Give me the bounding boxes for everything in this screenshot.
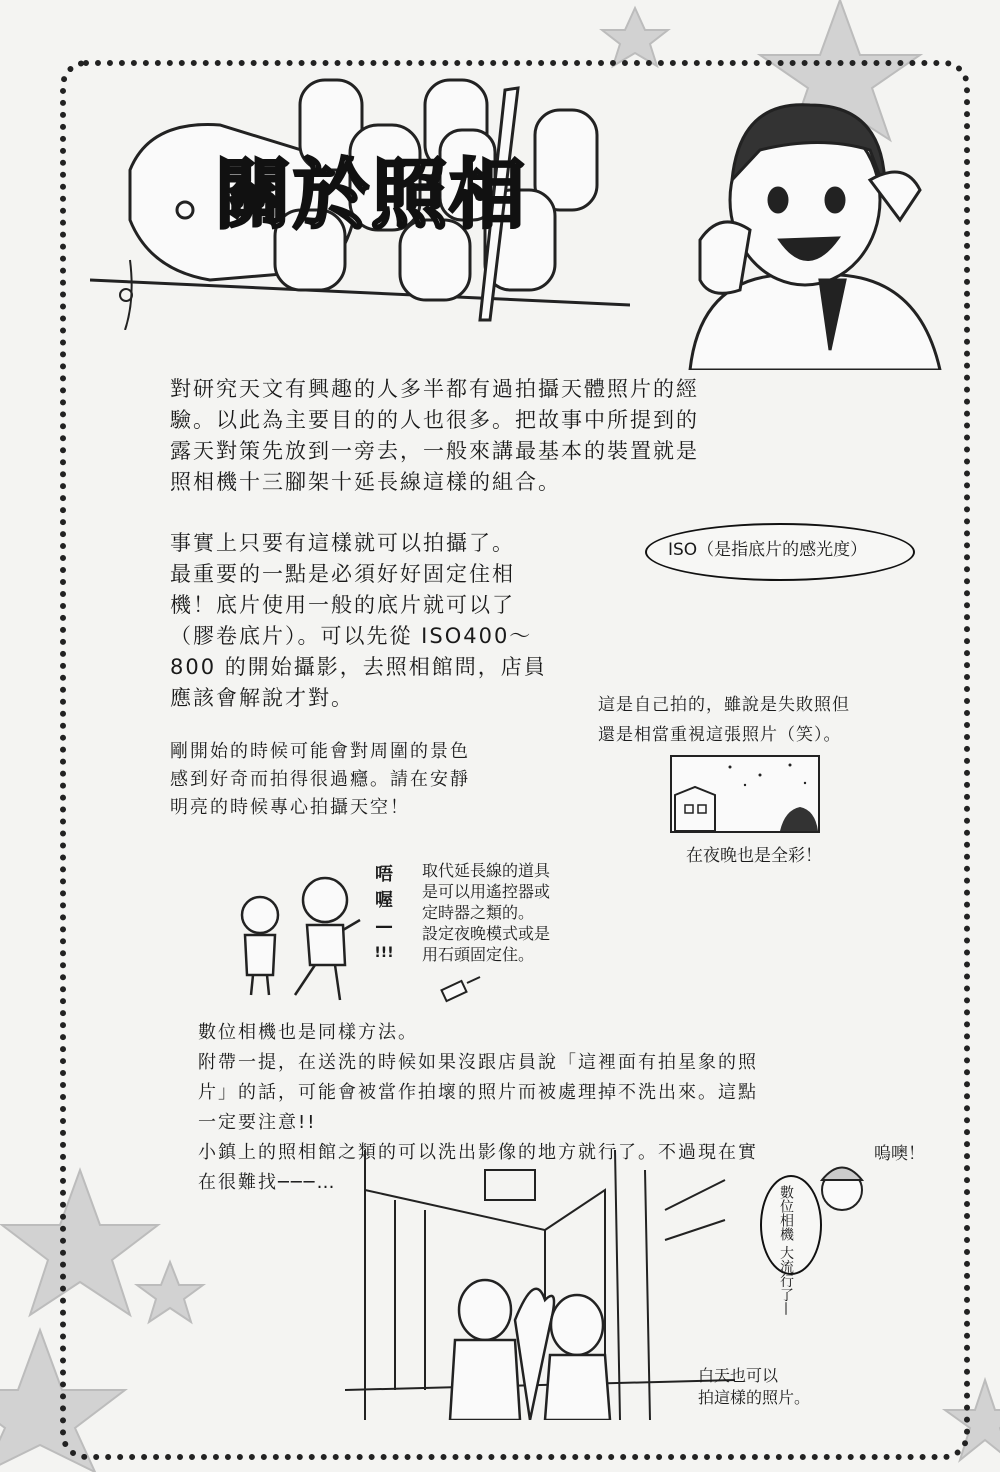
text-line: 驗。以此為主要目的的人也很多。把故事中所提到的 (170, 408, 699, 432)
text-line: 應該會解說才對。 (170, 686, 354, 710)
text-line: 數位相機 (778, 1185, 794, 1241)
text-line: 取代延長線的道具 (422, 861, 551, 880)
boy-character-illustration (670, 80, 950, 370)
text-line: 數位相機也是同樣方法。 (198, 1022, 418, 1043)
text-line: 照相機十三腳架十延長線這樣的組合。 (170, 470, 561, 494)
text-line: 喔 (375, 890, 393, 911)
text-line: 設定夜晚模式或是 (422, 924, 551, 943)
self-photo-note (598, 690, 850, 750)
text-line: 是可以用遙控器或 (422, 882, 551, 901)
text-line: 還是相當重視這張照片（笑）。 (598, 725, 842, 745)
text-line: 最重要的一點是必須好好固定住相 (170, 562, 515, 586)
text-line: 這是自己拍的，雖說是失敗照但 (598, 695, 850, 715)
text-line: 白天也可以 (698, 1366, 779, 1385)
text-line: 對研究天文有興趣的人多半都有過拍攝天體照片的經 (170, 377, 699, 401)
daytime-note (698, 1365, 810, 1409)
kids-illustration (225, 870, 375, 1010)
wuwu-text: 嗚噢！ (874, 1144, 925, 1164)
text-line: 大流行了— (778, 1245, 794, 1316)
text-line: 在很難找───… (198, 1172, 337, 1193)
text-line: 800 的開始攝影，去照相館問，店員 (170, 655, 547, 679)
text-line: 附帶一提，在送洗的時候如果沒跟店員說「這裡面有拍星象的照 (198, 1052, 758, 1073)
text-line: 片」的話，可能會被當作拍壞的照片而被處理掉不洗出來。這點 (198, 1082, 758, 1103)
shout-text (372, 862, 396, 966)
street-scene-illustration (345, 1150, 735, 1420)
text-line: 唔 (375, 864, 393, 885)
text-line: 小鎮上的照相館之類的可以洗出影像的地方就行了。不過現在實 (198, 1142, 758, 1163)
digital-popular-note (778, 1185, 794, 1316)
star-icon (602, 8, 668, 66)
text-line: !!! (374, 945, 394, 961)
text-line: 一定要注意!! (198, 1112, 317, 1133)
beginner-paragraph (170, 738, 530, 822)
shooting-paragraph (170, 528, 590, 714)
iso-note: ISO（是指底片的感光度） (668, 540, 868, 560)
night-photo-thumbnail (670, 755, 820, 833)
text-line: — (375, 916, 393, 937)
night-color-note: 在夜晚也是全彩！ (686, 846, 822, 866)
text-line: 定時器之類的。 (422, 903, 535, 922)
intro-paragraph (170, 374, 770, 498)
page-title: 關於照相 (215, 150, 527, 239)
remote-note (422, 860, 550, 965)
remote-icon (435, 975, 485, 1015)
text-line: 事實上只要有這樣就可以拍攝了。 (170, 531, 515, 555)
text-line: 拍這樣的照片。 (698, 1388, 811, 1407)
text-line: 剛開始的時候可能會對周圍的景色 (170, 741, 470, 762)
text-line: 機！底片使用一般的底片就可以了 (170, 593, 515, 617)
text-line: 明亮的時候專心拍攝天空！ (170, 797, 410, 818)
hat-character-icon (812, 1150, 872, 1220)
text-line: 用石頭固定住。 (422, 945, 535, 964)
text-line: （膠卷底片）。可以先從 ISO400～ (170, 624, 533, 648)
text-line: 感到好奇而拍得很過癮。請在安靜 (170, 769, 470, 790)
text-line: 露天對策先放到一旁去，一般來講最基本的裝置就是 (170, 439, 699, 463)
